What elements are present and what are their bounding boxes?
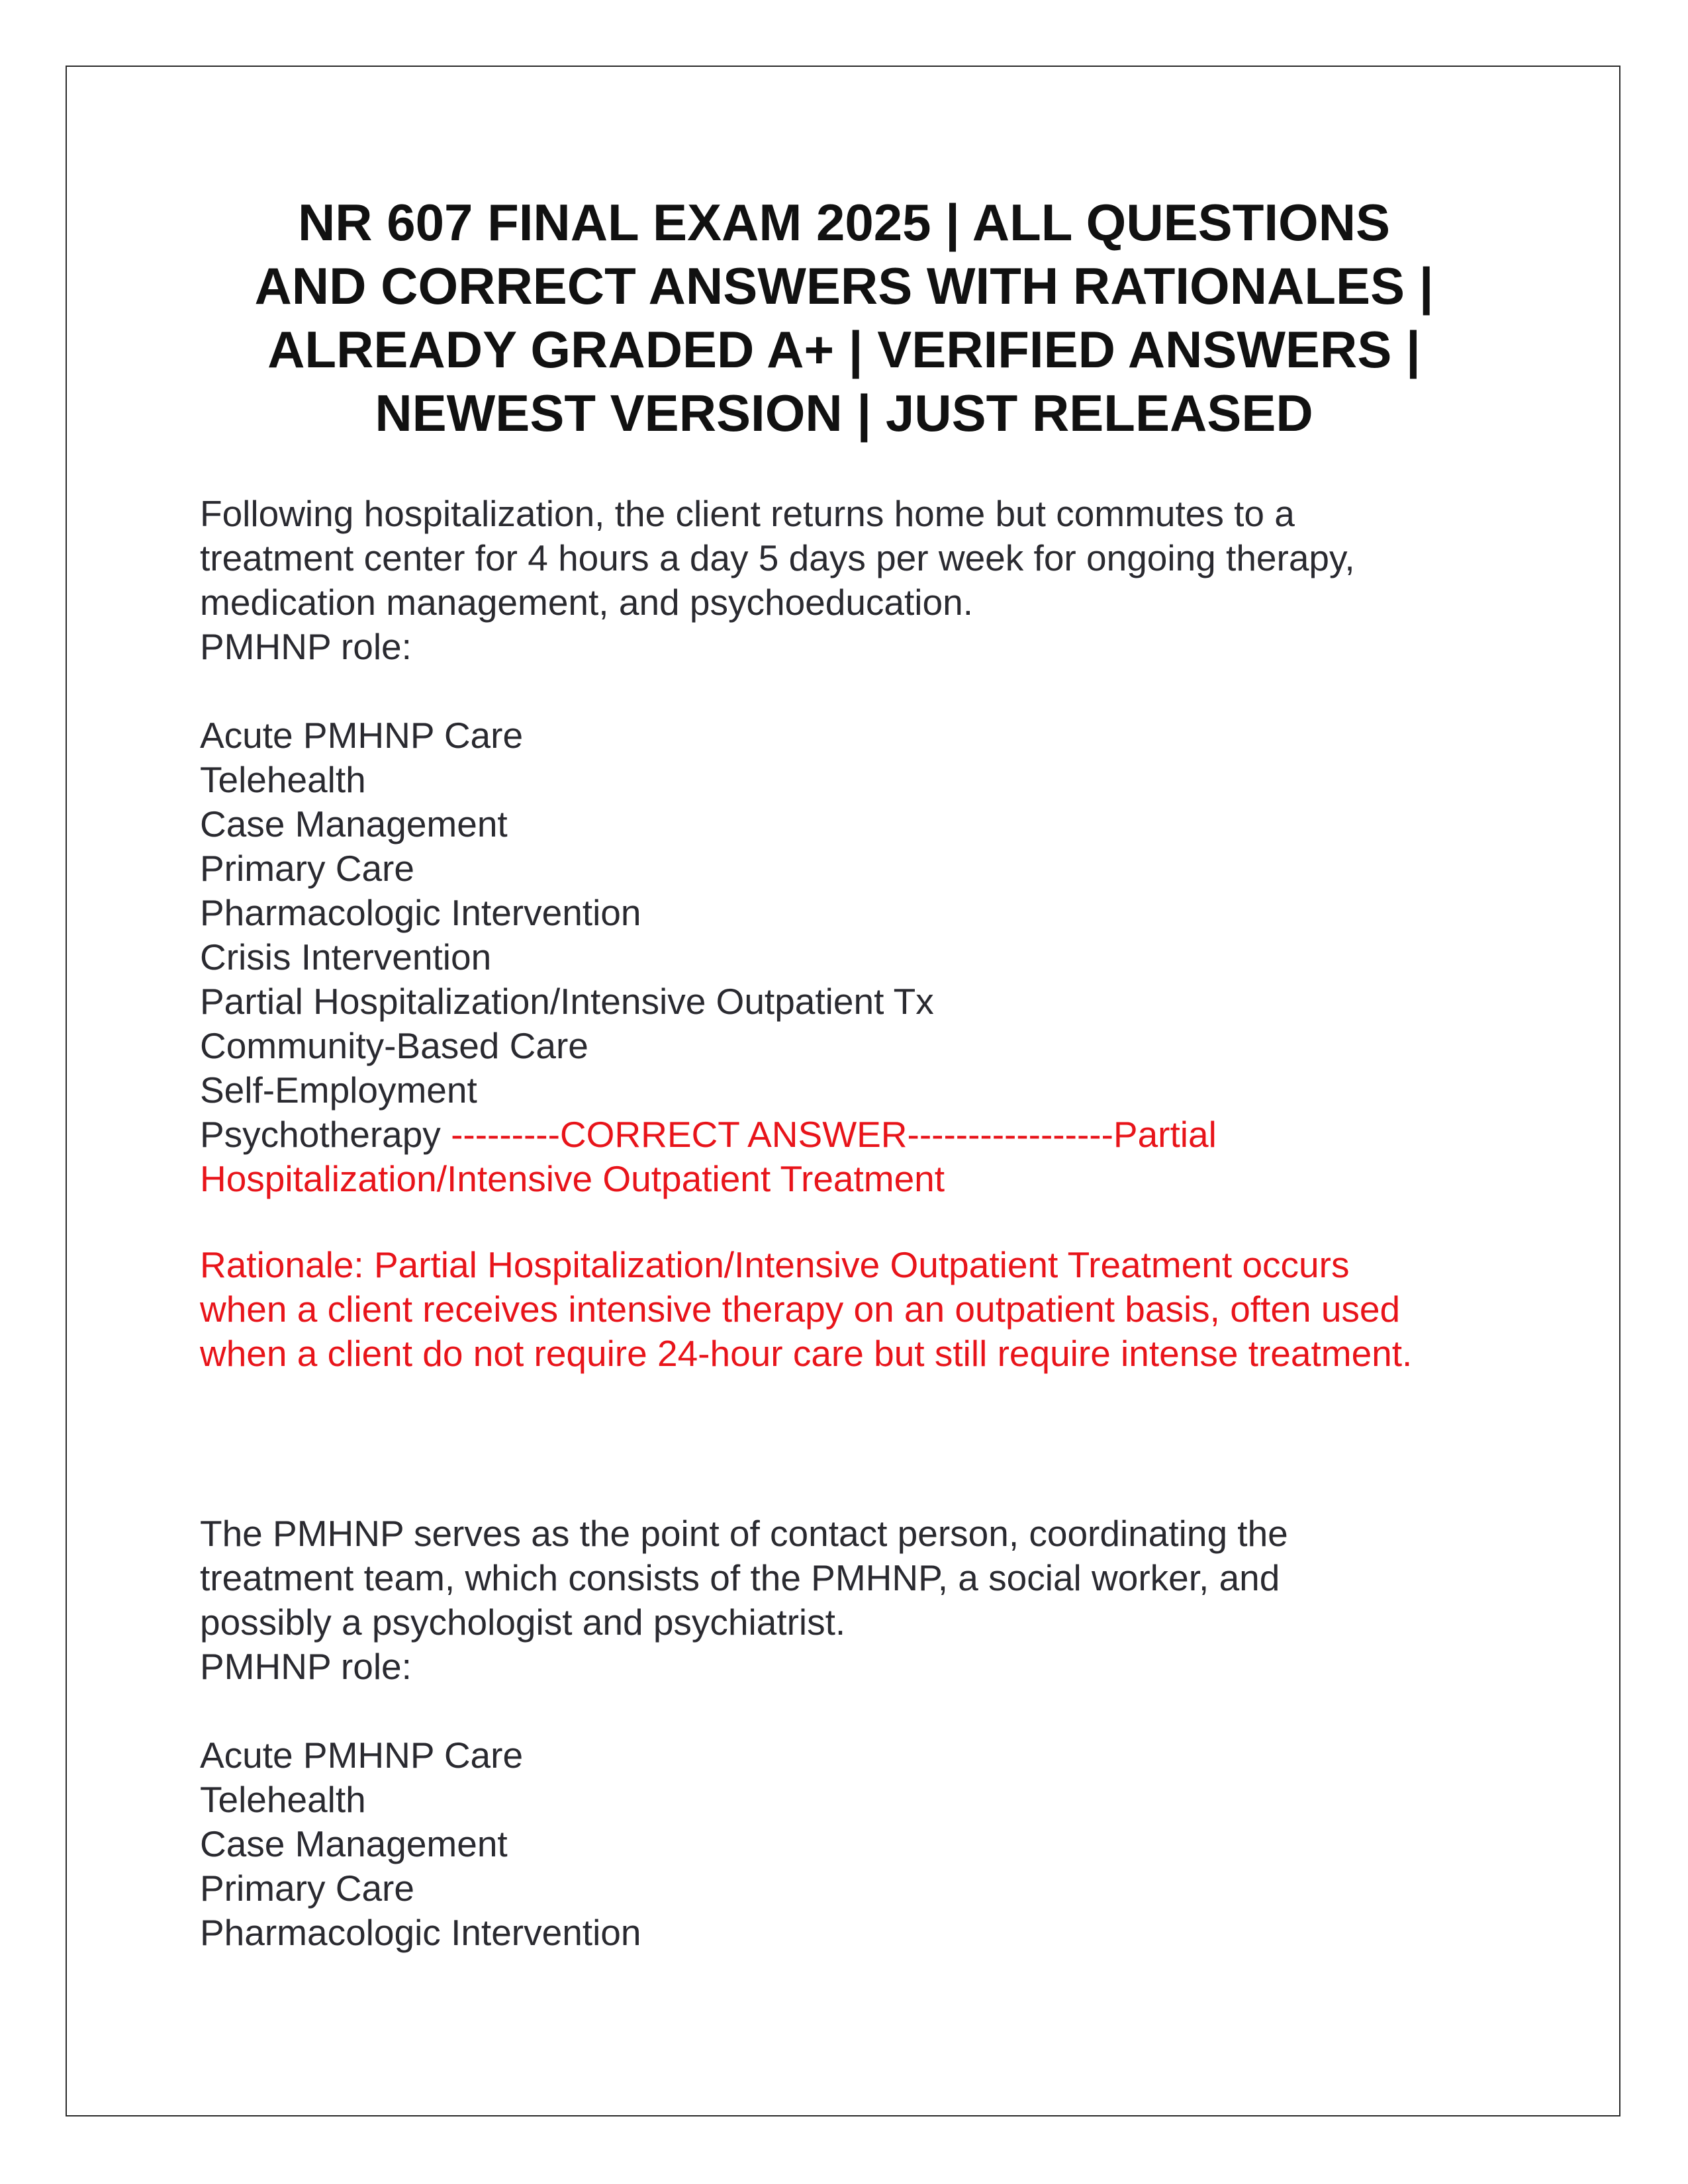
option-item: Psychotherapy	[200, 1114, 441, 1155]
option-item: Case Management	[200, 803, 508, 844]
rationale-line: Rationale: Partial Hospitalization/Intensive Outpatient Treatment occurs	[200, 1244, 1350, 1285]
title-line: AND CORRECT ANSWERS WITH RATIONALES |	[254, 257, 1434, 315]
option-item: Primary Care	[200, 848, 414, 889]
option-item: Acute PMHNP Care	[200, 1735, 524, 1776]
spacer	[200, 1689, 1557, 1733]
title-line: NR 607 FINAL EXAM 2025 | ALL QUESTIONS	[297, 193, 1391, 251]
option-item-with-answer	[200, 1113, 1557, 1157]
option-item: Self-Employment	[200, 1069, 477, 1111]
question-stem-line: Following hospitalization, the client returns home but commutes to a	[200, 493, 1295, 534]
question-stem-line: possibly a psychologist and psychiatrist.	[200, 1602, 846, 1643]
rationale-line: when a client do not require 24-hour care but still require intense treatment.	[200, 1333, 1413, 1374]
option-item: Pharmacologic Intervention	[200, 892, 641, 933]
question-stem-line: medication management, and psychoeducation.	[200, 582, 973, 623]
role-label: PMHNP role:	[200, 1646, 412, 1687]
question-stem-line: treatment center for 4 hours a day 5 days per week for ongoing therapy,	[200, 537, 1355, 578]
title-line: NEWEST VERSION | JUST RELEASED	[375, 384, 1313, 442]
correct-answer-marker: ---------CORRECT ANSWER-----------------Partial	[440, 1114, 1217, 1155]
question-2	[200, 1512, 1557, 1955]
option-item: Pharmacologic Intervention	[200, 1912, 641, 1953]
rationale-line: when a client receives intensive therapy on an outpatient basis, often used	[200, 1289, 1401, 1330]
option-item: Case Management	[200, 1823, 508, 1864]
option-item: Telehealth	[200, 1779, 366, 1820]
option-item: Primary Care	[200, 1868, 414, 1909]
role-label: PMHNP role:	[200, 626, 412, 667]
document-title	[132, 191, 1556, 445]
title-line: ALREADY GRADED A+ | VERIFIED ANSWERS |	[267, 320, 1421, 379]
option-item: Community-Based Care	[200, 1025, 588, 1066]
option-item: Partial Hospitalization/Intensive Outpatient Tx	[200, 981, 934, 1022]
spacer	[200, 669, 1557, 713]
option-item: Crisis Intervention	[200, 936, 492, 978]
option-item: Telehealth	[200, 759, 366, 800]
rationale-1	[200, 1243, 1590, 1376]
correct-answer-text: Hospitalization/Intensive Outpatient Treatment	[200, 1158, 945, 1199]
question-1	[200, 492, 1557, 1201]
question-stem-line: The PMHNP serves as the point of contact person, coordinating the	[200, 1513, 1288, 1554]
option-item: Acute PMHNP Care	[200, 715, 524, 756]
question-stem-line: treatment team, which consists of the PMHNP, a social worker, and	[200, 1557, 1280, 1598]
